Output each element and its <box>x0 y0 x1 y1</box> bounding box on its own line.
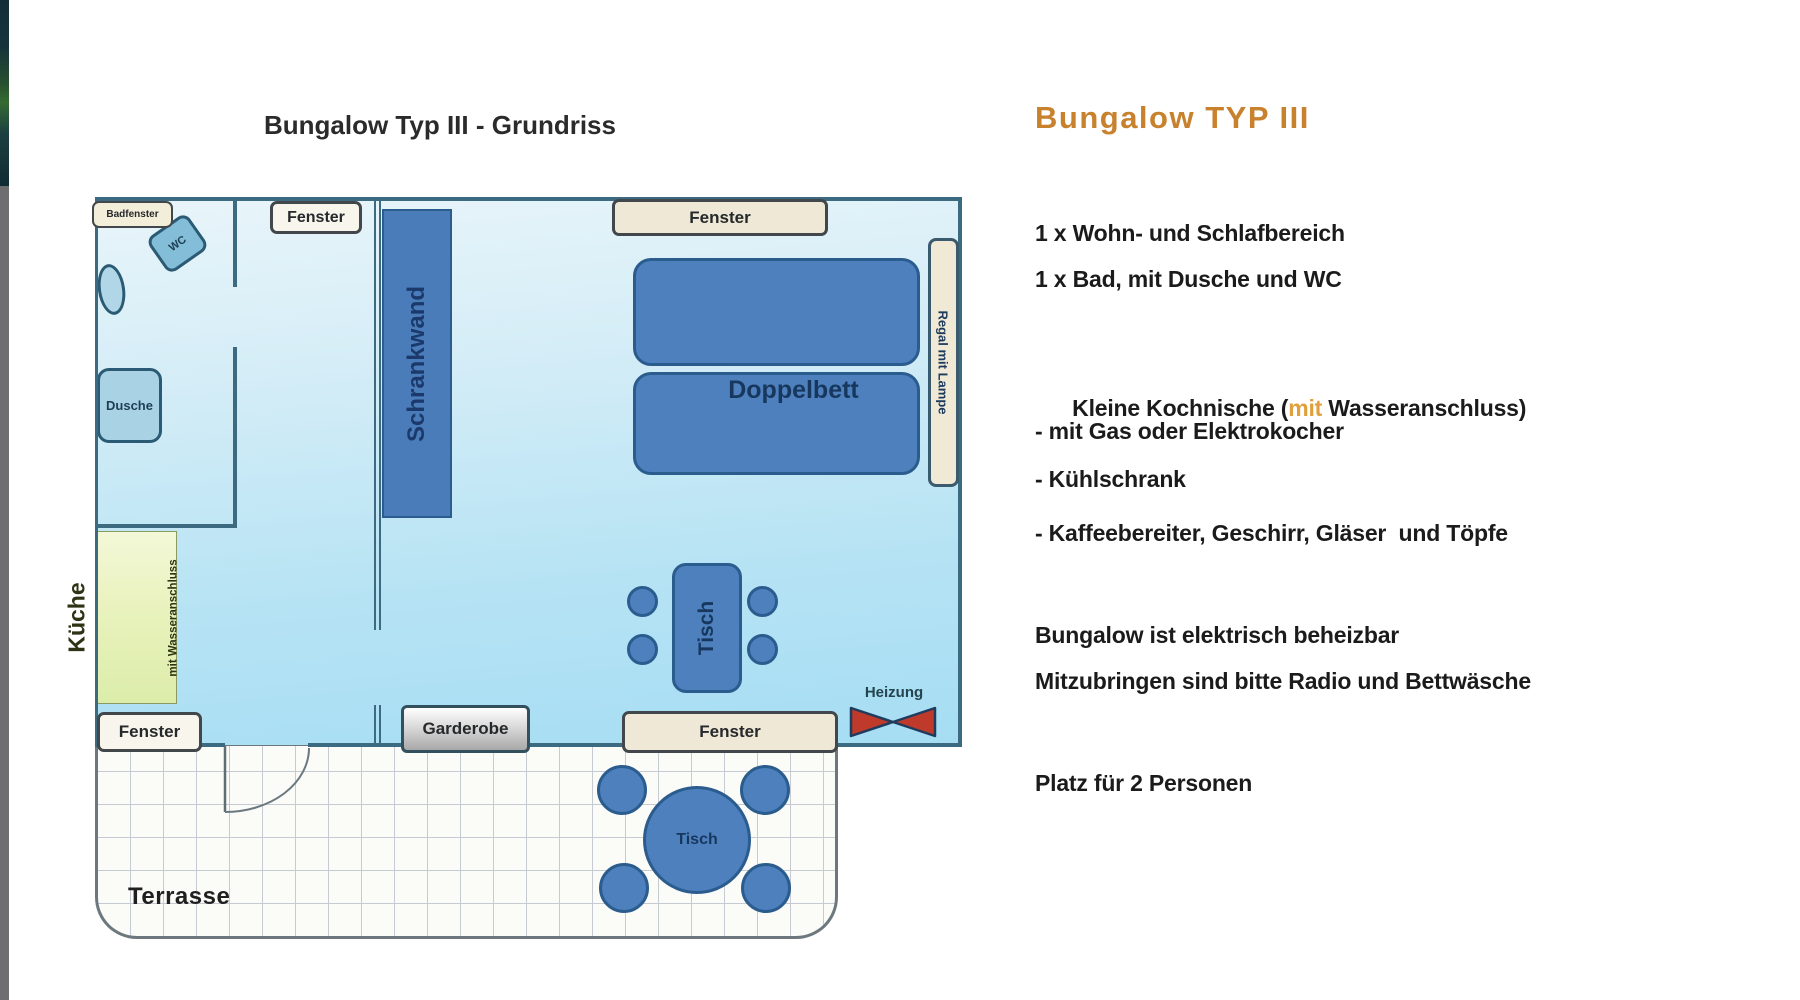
floorplan-title: Bungalow Typ III - Grundriss <box>264 110 616 140</box>
kitchen-unit <box>63 531 180 704</box>
heater-label-wrap <box>848 684 940 702</box>
coat-rack <box>401 705 530 753</box>
shower-label: Dusche <box>106 398 153 413</box>
dining-table-label: Tisch <box>695 600 718 656</box>
terrace-chair <box>599 863 649 913</box>
kochnische-text-pre: Kleine Kochnische ( <box>1072 395 1289 421</box>
info-heading: Bungalow TYP III <box>1035 100 1310 135</box>
bathroom-wall-horizontal <box>95 524 237 528</box>
wc-label: WC <box>166 233 189 254</box>
hallway-wall-stub <box>374 705 381 745</box>
bathroom-wall-lower <box>233 347 237 527</box>
wardrobe-wall <box>382 209 452 518</box>
hallway-window-label: Fenster <box>287 208 345 226</box>
hallway-window <box>270 201 362 234</box>
dining-chair <box>747 586 778 617</box>
terrace-chair <box>740 765 790 815</box>
kochnische-text-post: Wasseranschluss) <box>1322 395 1527 421</box>
wardrobe-wall-label: Schrankwand <box>403 285 431 442</box>
info-line-bad: 1 x Bad, mit Dusche und WC <box>1035 266 1342 292</box>
terrace-table <box>643 786 751 894</box>
bathroom-window <box>92 201 173 228</box>
coat-rack-label: Garderobe <box>422 719 509 738</box>
bathroom-wall-upper <box>233 198 237 287</box>
terrace-chair <box>741 863 791 913</box>
dining-table <box>672 563 742 693</box>
terrace-label: Terrasse <box>128 883 231 910</box>
door-arc-icon <box>220 746 315 818</box>
kitchen-sublabel: mit Wasseranschluss <box>167 558 180 677</box>
hallway-wall <box>374 198 381 630</box>
dining-chair <box>747 634 778 665</box>
terrace-chair <box>597 765 647 815</box>
screen-edge-strip-top <box>0 0 9 186</box>
shelf-with-lamp <box>928 238 959 487</box>
info-line-gas: - mit Gas oder Elektrokocher <box>1035 418 1344 444</box>
info-line-kuehlschrank: - Kühlschrank <box>1035 466 1186 492</box>
info-line-mitzubringen: Mitzubringen sind bitte Radio und Bettwäsche <box>1035 668 1531 694</box>
bedroom-window-label: Fenster <box>689 207 751 227</box>
double-bed-mattress-top <box>633 258 920 366</box>
info-line-beheizbar: Bungalow ist elektrisch beheizbar <box>1035 622 1400 648</box>
living-room-window <box>622 711 838 753</box>
double-bed-label-wrap <box>633 376 920 405</box>
shelf-with-lamp-label: Regal mit Lampe <box>936 310 951 415</box>
living-room-window-label: Fenster <box>699 722 761 741</box>
kitchen-label: Küche <box>63 582 90 653</box>
info-line-platz: Platz für 2 Personen <box>1035 770 1253 796</box>
kochnische-text-accent: mit <box>1288 395 1323 421</box>
screen-edge-strip-bottom <box>0 186 9 1000</box>
shower <box>97 368 162 443</box>
kitchen-window-label: Fenster <box>118 722 181 741</box>
kitchen-window <box>97 712 202 752</box>
heater-valve-icon <box>848 705 938 740</box>
wall-left <box>95 197 98 747</box>
bedroom-window <box>612 199 828 236</box>
info-line-kaffee: - Kaffeebereiter, Geschirr, Gläser und Töpfe <box>1035 520 1508 546</box>
info-line-wohnbereich: 1 x Wohn- und Schlafbereich <box>1035 220 1345 246</box>
dining-chair <box>627 586 658 617</box>
bathroom-window-label: Badfenster <box>106 209 159 220</box>
terrace-table-label: Tisch <box>676 831 718 848</box>
heater-label: Heizung <box>864 684 924 701</box>
dining-chair <box>627 634 658 665</box>
double-bed-label: Doppelbett <box>728 376 859 404</box>
terrace-label-wrap <box>128 883 230 911</box>
wall-top <box>95 197 962 201</box>
